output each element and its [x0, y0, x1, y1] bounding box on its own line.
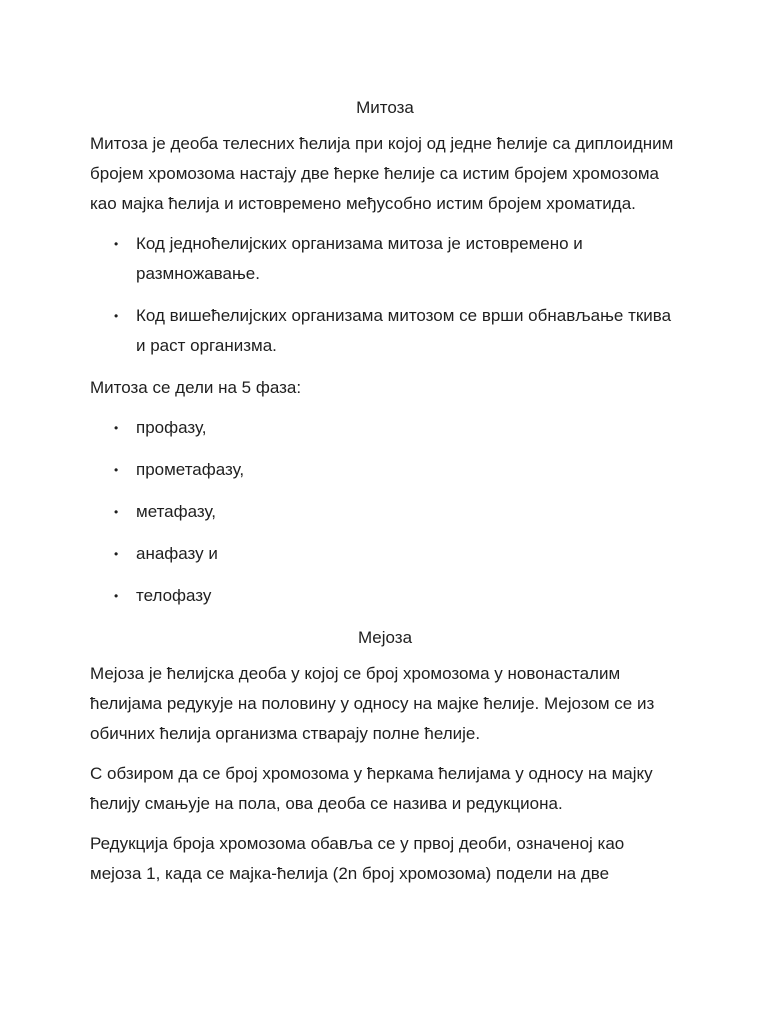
meiosis-paragraph: Мејоза је ћелијска деоба у којој се број хромозома у новонасталим ћелијама редукује на половину у односу на мајке ћелије. Мејозом се из обичних ћелија организма стварају полне ћелије.: [90, 664, 655, 743]
list-item: [90, 229, 680, 289]
meiosis-paragraph: Редукција броја хромозома обавља се у првој деоби, означеној као мејоза 1, када се мајка-ћелија (2n број хромозома) подели на две: [90, 834, 625, 883]
list-item: [90, 497, 680, 527]
bullet-icon: •: [114, 547, 119, 561]
mitosis-heading: Митоза: [356, 98, 414, 117]
list-item: [90, 301, 680, 361]
mitosis-bullet-list: [90, 229, 680, 361]
list-item-text: телофазу: [136, 586, 212, 605]
bullet-icon: •: [114, 505, 119, 519]
list-item-text: Код једноћелијских организама митоза је истовремено и размножавање.: [136, 234, 583, 283]
list-item: [90, 539, 680, 569]
list-item: [90, 581, 680, 611]
bullet-icon: •: [114, 309, 119, 323]
phases-intro-paragraph: Митоза се дели на 5 фаза:: [90, 378, 302, 397]
list-item: [90, 413, 680, 443]
mitosis-intro-paragraph: Митоза је деоба телесних ћелија при којој од једне ћелије са диплоидним бројем хромозома настају две ћерке ћелије са истим бројем хромозома као мајка ћелија и истовремено међусобно истим бројем хроматида.: [90, 134, 674, 213]
list-item-text: метафазу,: [136, 502, 217, 521]
list-item-text: Код вишећелијских организама митозом се врши обнављање ткива и раст организма.: [136, 306, 672, 355]
document-content: [90, 93, 680, 899]
meiosis-heading: Мејоза: [357, 628, 413, 647]
phases-list: [90, 413, 680, 611]
list-item: [90, 455, 680, 485]
list-item-text: профазу,: [136, 418, 207, 437]
bullet-icon: •: [114, 463, 119, 477]
bullet-icon: •: [114, 421, 119, 435]
bullet-icon: •: [114, 589, 119, 603]
list-item-text: анафазу и: [136, 544, 218, 563]
bullet-icon: •: [114, 237, 119, 251]
meiosis-paragraph: С обзиром да се број хромозома у ћеркама ћелијама у односу на мајку ћелију смањује на пола, ова деоба се назива и редукциона.: [90, 764, 653, 813]
list-item-text: прометафазу,: [136, 460, 245, 479]
